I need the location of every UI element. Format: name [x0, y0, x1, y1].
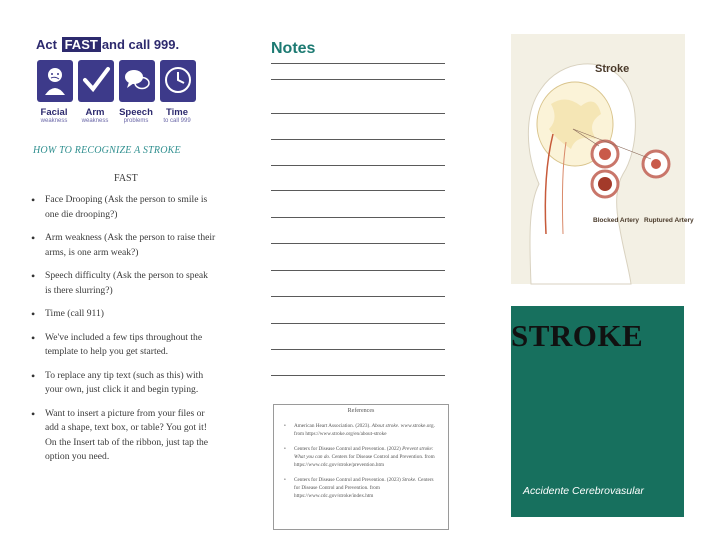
face-icon	[37, 60, 73, 102]
references-box	[273, 404, 449, 530]
tips-list	[31, 193, 216, 474]
list-item: • To replace any tip text (such as this) with your own, just click it and begin typing.	[31, 369, 216, 398]
caption-time: Time to call 999	[163, 107, 191, 124]
speech-bubbles-icon	[119, 60, 155, 102]
note-line[interactable]	[271, 243, 445, 244]
diagram-label-ruptured: Ruptured Artery	[644, 217, 694, 224]
fast-graphic	[36, 36, 206, 136]
list-item: • Face Drooping (Ask the person to smile is one die drooping?)	[31, 193, 216, 222]
references-title: References	[347, 408, 375, 414]
note-line[interactable]	[271, 349, 445, 350]
caption-arm: Arm weakness	[81, 107, 109, 124]
banner-after: and call 999.	[101, 37, 180, 52]
note-line[interactable]	[271, 217, 445, 218]
cover-subtitle: Accidente Cerebrovasular	[523, 485, 644, 497]
list-item: • We've included a few tips throughout the template to help you get started.	[31, 331, 216, 360]
arm-check-icon	[78, 60, 114, 102]
banner-fast-highlight: FAST	[62, 37, 101, 52]
caption-speech: Speech problems	[119, 107, 153, 124]
reference-item: • American Heart Association. (2023). About stroke. www.stroke.org. from https://www.stroke.org/en/about-stroke	[282, 422, 440, 438]
note-line[interactable]	[271, 113, 445, 114]
note-line[interactable]	[271, 375, 445, 376]
note-line[interactable]	[271, 79, 445, 80]
note-line[interactable]	[271, 296, 445, 297]
cover-title: STROKE	[511, 318, 644, 353]
note-line[interactable]	[271, 165, 445, 166]
note-line[interactable]	[271, 63, 445, 64]
reference-item: • Centers for Disease Control and Prevention. (2023) Stroke. Centers for Disease Control and Prevention. from https://www.cdc.gov/stroke/index.htm	[282, 476, 440, 500]
notes-title: Notes	[271, 40, 316, 57]
section-title: HOW TO RECOGNIZE A STROKE	[33, 145, 181, 156]
diagram-title: Stroke	[595, 63, 630, 75]
stroke-diagram-image	[511, 34, 694, 284]
note-line[interactable]	[271, 270, 445, 271]
fast-label: FAST	[114, 173, 138, 184]
banner-before: Act	[36, 37, 57, 52]
list-item: • Arm weakness (Ask the person to raise their arms, is one arm weak?)	[31, 231, 216, 260]
reference-item: • Centers for Disease Control and Prevention. (2022) Prevent stroke: What you can do. Centers for Disease Control and Prevention. from https://www.cdc.gov/stroke/prevention.htm	[282, 445, 440, 469]
fast-banner-heading	[36, 36, 206, 54]
list-item: • Speech difficulty (Ask the person to speak is there slurring?)	[31, 269, 216, 298]
cover-panel	[511, 306, 684, 517]
list-item: • Want to insert a picture from your files or add a shape, text box, or table? You got it! On the Insert tab of the ribbon, just tap the option you need.	[31, 407, 216, 465]
list-item: • Time (call 911)	[31, 307, 216, 322]
caption-facial: Facial weakness	[40, 107, 68, 124]
note-line[interactable]	[271, 139, 445, 140]
note-line[interactable]	[271, 190, 445, 191]
diagram-label-blocked: Blocked Artery	[593, 217, 639, 224]
clock-icon	[160, 60, 196, 102]
note-line[interactable]	[271, 323, 445, 324]
